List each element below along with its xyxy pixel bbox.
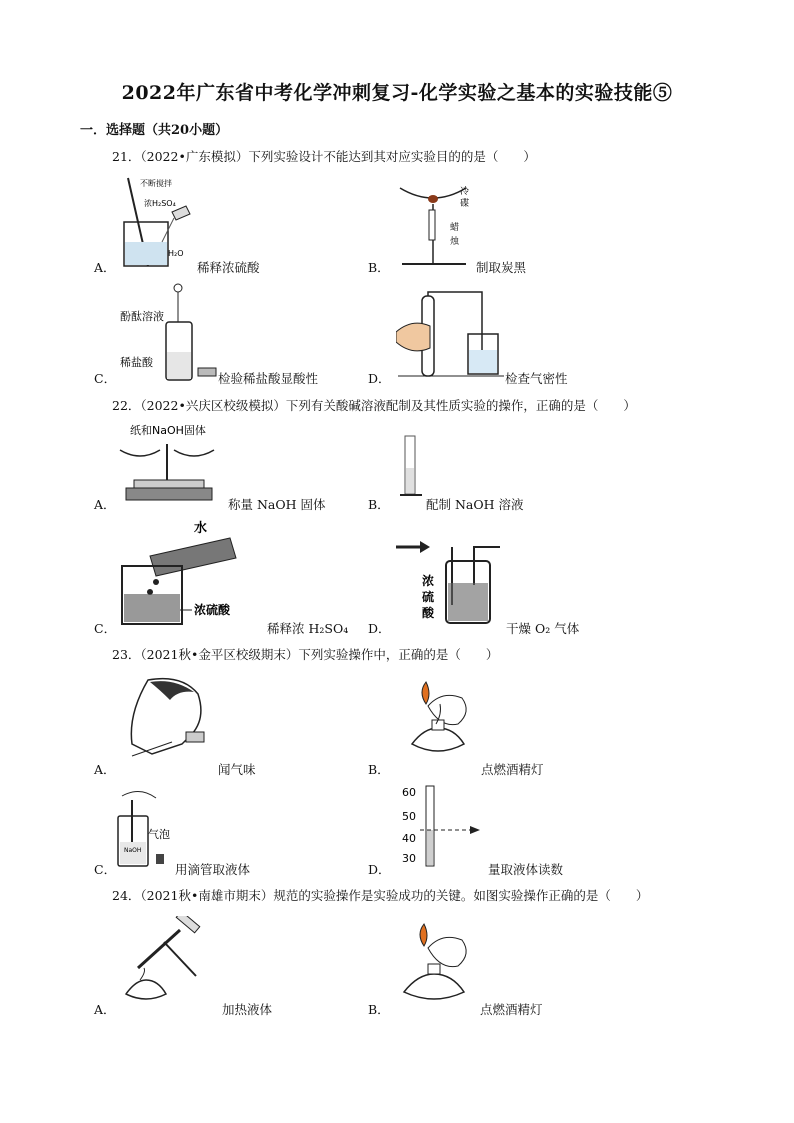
q21-option-d-letter: D． xyxy=(368,371,391,386)
q21-option-a-letter: A． xyxy=(94,260,116,275)
q24-option-a-caption: 加热液体 xyxy=(222,1002,273,1017)
q21-d-airtightness-figure xyxy=(396,290,506,382)
q23-option-c-caption: 用滴管取液体 xyxy=(175,862,251,877)
q21-option-c-letter: C． xyxy=(94,371,117,386)
q22-a-balance-figure xyxy=(116,420,226,510)
q23-d-tick-40: 40 xyxy=(402,832,416,845)
q21-c-label-hcl: 稀盐酸 xyxy=(120,356,153,369)
q23-d-tick-60: 60 xyxy=(402,786,416,799)
q21-a-label-acid: 浓H₂SO₄ xyxy=(144,199,176,208)
q23-option-a-letter: A． xyxy=(94,762,116,777)
question-22-stem: 22．（2022•兴庆区校级模拟）下列有关酸碱溶液配制及其性质实验的操作，正确的是（ ） xyxy=(112,398,636,413)
q24-b-alcohol-lamp-figure xyxy=(398,920,478,1010)
q21-c-label-indicator: 酚酞溶液 xyxy=(120,310,164,323)
q22-option-b-letter: B． xyxy=(368,497,390,512)
q23-c-label-naoh: NaOH xyxy=(124,847,142,854)
q21-b-carbon-black-figure xyxy=(398,182,478,272)
q24-a-heat-liquid-figure xyxy=(120,916,220,1008)
q22-option-b-caption: 配制 NaOH 溶液 xyxy=(426,497,524,512)
q22-option-d-caption: 干燥 O₂ 气体 xyxy=(506,621,580,636)
section-heading: 一．选择题（共20小题） xyxy=(80,123,229,138)
q21-option-d-caption: 检查气密性 xyxy=(505,371,568,386)
q21-b-label-1: 冷 xyxy=(460,187,470,197)
q24-option-b-letter: B． xyxy=(368,1002,390,1017)
q21-option-b-caption: 制取炭黑 xyxy=(476,260,527,275)
q21-c-phenolphthalein-figure xyxy=(120,282,220,382)
q22-d-label-1: 浓 xyxy=(422,574,435,588)
q23-b-alcohol-lamp-figure xyxy=(408,680,478,762)
q22-c-label-water: 水 xyxy=(194,521,208,536)
q23-option-d-letter: D． xyxy=(368,862,391,877)
question-23-stem: 23．（2021秋•金平区校级期末）下列实验操作中，正确的是（ ） xyxy=(112,647,499,662)
q21-a-dilute-acid-figure xyxy=(118,170,198,270)
q23-d-tick-30: 30 xyxy=(402,852,416,865)
q24-option-b-caption: 点燃酒精灯 xyxy=(480,1002,543,1017)
question-24-stem: 24．（2021秋•南雄市期末）规范的实验操作是实验成功的关键。如图实验操作正确的是（ ） xyxy=(112,888,649,903)
q21-b-label-4: 烛 xyxy=(450,237,460,247)
q21-a-label-stir: 不断搅拌 xyxy=(140,179,172,188)
q21-option-b-letter: B． xyxy=(368,260,390,275)
q22-d-label-3: 酸 xyxy=(422,606,435,620)
q21-a-label-water: H₂O xyxy=(168,249,184,258)
q23-option-d-caption: 量取液体读数 xyxy=(488,862,564,877)
q21-option-c-caption: 检验稀盐酸显酸性 xyxy=(218,371,319,386)
q22-d-gas-dryer-figure xyxy=(396,535,506,627)
q23-option-b-letter: B． xyxy=(368,762,390,777)
q22-c-label-acid: 浓硫酸 xyxy=(194,603,231,617)
q23-d-tick-50: 50 xyxy=(402,810,416,823)
q23-a-smell-figure xyxy=(128,676,218,758)
q23-d-cylinder-reading-figure xyxy=(400,782,490,868)
q22-option-a-caption: 称量 NaOH 固体 xyxy=(228,497,326,512)
q23-c-dropper-figure xyxy=(116,786,186,870)
q22-option-d-letter: D． xyxy=(368,621,391,636)
q24-option-a-letter: A． xyxy=(94,1002,116,1017)
q22-option-c-caption: 稀释浓 H₂SO₄ xyxy=(267,621,349,636)
q22-c-dilution-figure xyxy=(120,518,260,628)
q21-option-a-caption: 稀释浓硫酸 xyxy=(197,260,260,275)
question-21-stem: 21．（2022•广东模拟）下列实验设计不能达到其对应实验目的的是（ ） xyxy=(112,149,536,164)
q22-d-label-2: 硫 xyxy=(422,590,435,604)
q23-option-b-caption: 点燃酒精灯 xyxy=(481,762,544,777)
q23-c-label-bubble: 气泡 xyxy=(148,828,170,841)
page-title: 2022年广东省中考化学冲刺复习-化学实验之基本的实验技能⑤ xyxy=(121,82,673,104)
q23-option-c-letter: C． xyxy=(94,862,117,877)
q23-option-a-caption: 闻气味 xyxy=(218,762,256,777)
q22-a-label: 纸和NaOH固体 xyxy=(130,424,206,437)
q22-b-cylinder-figure xyxy=(400,432,430,502)
q21-b-label-2: 碟 xyxy=(460,199,470,209)
q22-option-a-letter: A． xyxy=(94,497,116,512)
q22-option-c-letter: C． xyxy=(94,621,117,636)
q21-b-label-3: 蜡 xyxy=(450,223,460,233)
